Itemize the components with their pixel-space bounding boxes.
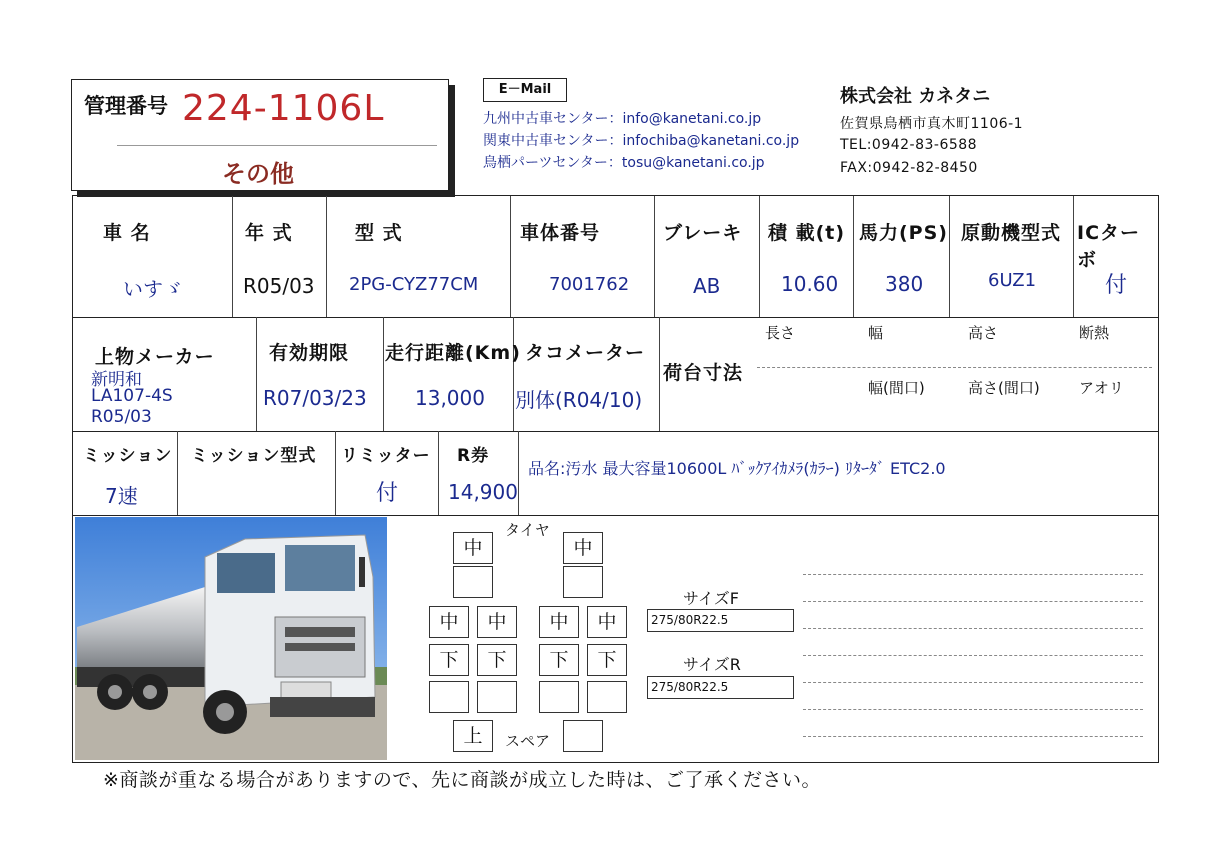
center-name: 九州中古車センター <box>483 111 609 127</box>
col-divider <box>949 196 950 317</box>
item-description: 品名:汚水 最大容量10600L ﾊﾞｯｸｱｲｶﾒﾗ(ｶﾗｰ) ﾘﾀｰﾀﾞ ETC2.0 <box>528 459 946 478</box>
email-row: 関東中古車センター：infochiba@kanetani.co.jp <box>483 133 800 149</box>
value-year: R05/03 <box>243 274 315 298</box>
row-divider <box>73 317 1158 318</box>
note-line <box>803 709 1143 710</box>
email-address[interactable]: infochiba@kanetani.co.jp <box>622 133 800 149</box>
note-line <box>803 628 1143 629</box>
mileage-label: 走行距離(Km) <box>385 342 521 364</box>
bed-size-label: 荷台寸法 <box>663 362 744 384</box>
tire-rear-top: 中 <box>477 606 517 638</box>
tire-empty-box <box>563 720 603 752</box>
maker-value: 新明和 <box>91 370 142 390</box>
maker-model-date: R05/03 <box>91 407 152 427</box>
col-divider <box>654 196 655 317</box>
value-horsepower: 380 <box>885 272 924 296</box>
dim-height-opening-label: 高さ(間口) <box>968 379 1040 397</box>
tire-rear-mid: 下 <box>539 644 579 676</box>
tire-title: タイヤ <box>505 521 550 539</box>
header-capacity: 積 載(t) <box>768 222 846 244</box>
center-name: 鳥栖パーツセンター <box>483 155 608 171</box>
company-name: 株式会社 カネタニ <box>840 86 991 107</box>
mission-type-label: ミッション型式 <box>191 446 317 466</box>
rken-label: R券 <box>457 446 490 466</box>
limiter-label: リミッター <box>341 446 431 466</box>
col-divider <box>513 317 514 431</box>
col-divider <box>510 196 511 317</box>
note-line <box>803 574 1143 575</box>
value-vehicle-name: いすゞ <box>123 277 183 301</box>
dim-width-label: 幅 <box>868 324 884 342</box>
col-divider <box>177 431 178 515</box>
col-divider <box>853 196 854 317</box>
category-label: その他 <box>222 160 294 188</box>
tacho-value: 別体(R04/10) <box>515 388 643 412</box>
col-divider <box>326 196 327 317</box>
col-divider <box>759 196 760 317</box>
email-address[interactable]: tosu@kanetani.co.jp <box>621 155 765 171</box>
tire-empty-box <box>453 566 493 598</box>
maker-label: 上物メーカー <box>95 346 215 368</box>
vehicle-photo <box>75 517 387 760</box>
company-fax: FAX:0942-82-8450 <box>840 160 978 176</box>
tire-front-left: 中 <box>453 532 493 564</box>
center-name: 関東中古車センター <box>483 133 609 149</box>
note-line <box>803 601 1143 602</box>
management-label: 管理番号 <box>84 94 168 118</box>
col-divider <box>232 196 233 317</box>
col-divider <box>438 431 439 515</box>
email-address[interactable]: info@kanetani.co.jp <box>622 111 762 127</box>
company-address: 佐賀県鳥栖市真木町1106-1 <box>840 116 1024 132</box>
tire-empty-box <box>563 566 603 598</box>
mileage-value: 13,000 <box>415 386 485 410</box>
col-divider <box>256 317 257 431</box>
dim-dashed-line <box>757 367 1152 368</box>
value-engine-type: 6UZ1 <box>988 270 1037 291</box>
expiry-value: R07/03/23 <box>263 386 367 410</box>
management-number: 224-1106L <box>182 88 385 129</box>
value-model: 2PG-CYZ77CM <box>349 274 479 295</box>
expiry-label: 有効期限 <box>269 342 350 364</box>
dim-width-opening-label: 幅(間口) <box>868 379 925 397</box>
dim-height-label: 高さ <box>968 324 999 342</box>
tire-empty-box <box>429 681 469 713</box>
email-tag: E－Mail <box>483 78 567 102</box>
spare-label: スペア <box>505 732 551 750</box>
header-vehicle-name: 車 名 <box>103 222 151 244</box>
limiter-value: 付 <box>376 481 399 506</box>
tire-rear-top: 中 <box>539 606 579 638</box>
header-engine-type: 原動機型式 <box>961 222 1062 244</box>
value-brake: AB <box>693 274 721 298</box>
value-capacity: 10.60 <box>781 272 839 296</box>
size-f-label: サイズF <box>683 589 739 608</box>
tire-empty-box <box>539 681 579 713</box>
email-row: 鳥栖パーツセンター：tosu@kanetani.co.jp <box>483 155 765 171</box>
col-divider <box>335 431 336 515</box>
value-chassis-number: 7001762 <box>549 274 630 295</box>
note-line <box>803 682 1143 683</box>
header-ic-turbo: ICターボ <box>1077 222 1141 271</box>
tire-rear-mid: 下 <box>587 644 627 676</box>
management-box <box>71 79 449 191</box>
header-model: 型 式 <box>355 222 403 244</box>
company-tel: TEL:0942-83-6588 <box>840 137 978 153</box>
size-r-value: 275/80R22.5 <box>647 676 794 699</box>
col-divider <box>659 317 660 431</box>
header-horsepower: 馬力(PS) <box>859 222 948 244</box>
header-chassis-number: 車体番号 <box>520 222 601 244</box>
tire-rear-top: 中 <box>429 606 469 638</box>
row-divider <box>73 515 1158 516</box>
row-divider <box>73 431 1158 432</box>
col-divider <box>383 317 384 431</box>
tacho-label: タコメーター <box>525 342 646 364</box>
header-year: 年 式 <box>245 222 293 244</box>
size-r-label: サイズR <box>683 655 741 674</box>
dim-tailgate-label: アオリ <box>1079 379 1124 397</box>
tire-rear-mid: 下 <box>477 644 517 676</box>
value-ic-turbo: 付 <box>1105 273 1128 298</box>
tire-front-right: 中 <box>563 532 603 564</box>
maker-model: LA107-4S <box>91 386 173 406</box>
header-brake: ブレーキ <box>663 222 743 244</box>
col-divider <box>1073 196 1074 317</box>
note-line <box>803 655 1143 656</box>
size-f-value: 275/80R22.5 <box>647 609 794 632</box>
rken-value: 14,900 <box>448 480 518 504</box>
dim-length-label: 長さ <box>765 324 796 342</box>
dim-insulation-label: 断熱 <box>1079 324 1110 342</box>
tire-rear-mid: 下 <box>429 644 469 676</box>
mission-label: ミッション <box>83 446 173 466</box>
tire-empty-box <box>477 681 517 713</box>
spec-table <box>72 195 1159 763</box>
col-divider <box>518 431 519 515</box>
tanker-truck-image <box>75 517 387 760</box>
tire-empty-box <box>587 681 627 713</box>
divider <box>117 145 437 146</box>
tire-spare: 上 <box>453 720 493 752</box>
mission-value: 7速 <box>105 484 138 508</box>
footer-note: ※商談が重なる場合がありますので、先に商談が成立した時は、ご了承ください。 <box>103 769 822 791</box>
note-line <box>803 736 1143 737</box>
tire-rear-top: 中 <box>587 606 627 638</box>
email-row: 九州中古車センター：info@kanetani.co.jp <box>483 111 762 127</box>
